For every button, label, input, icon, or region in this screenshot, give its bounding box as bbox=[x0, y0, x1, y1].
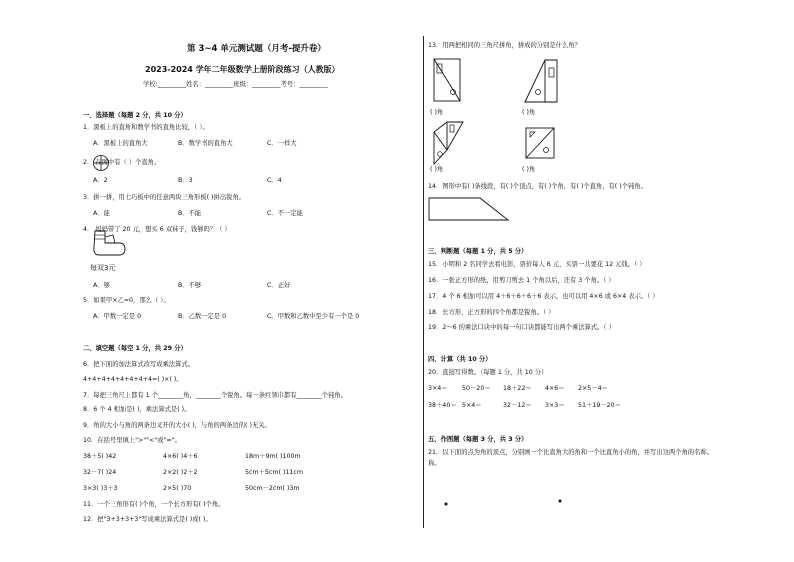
question-20: 20．直接写得数。（每题 1 分，共 10 分） bbox=[428, 369, 548, 376]
q4-price-caption: 每双3元 bbox=[90, 264, 116, 272]
question-18: 18．长方形、正方形的四个角都是锐角。（ ） bbox=[428, 309, 555, 316]
triangle-pair-figure-1 bbox=[433, 58, 463, 104]
section-draw-heading: 五、作图题（每题 3 分，共 3 分） bbox=[428, 436, 528, 443]
q1-option-a: A．黑板上的直角大 bbox=[93, 140, 148, 147]
q13-blank-3: ( )角 bbox=[430, 166, 444, 173]
calc-r1-c4: 4×6＝ bbox=[545, 385, 565, 392]
column-divider bbox=[423, 36, 424, 528]
question-12: 12．把"3+3+3+3"写成乘法算式是( )或( )。 bbox=[83, 516, 212, 523]
question-5: 5．如果甲×乙=0，那么（ ）。 bbox=[83, 297, 170, 304]
q3-option-c: C．不一定能 bbox=[267, 210, 303, 217]
q2-option-a: A．2 bbox=[93, 177, 108, 184]
question-17: 17．4 个 6 相加可以用 4＋6＋6＋6＋6 表示，也可以用 4×6 或 6×4 表示。（ ） bbox=[428, 293, 659, 300]
socks-icon bbox=[89, 229, 131, 263]
question-16: 16．一张正方形的纸，用剪刀剪去 1 个角以后，还有 3 个角。（ ） bbox=[428, 277, 615, 284]
section-judge-heading: 三、判断题（每题 1 分，共 5 分） bbox=[428, 248, 528, 255]
calc-r2-c4: 3×3＝ bbox=[545, 402, 565, 409]
q2-option-c: C．4 bbox=[267, 177, 282, 184]
triangle-pair-figure-3 bbox=[433, 120, 467, 166]
vertex-points bbox=[440, 496, 570, 510]
vertex-point-2 bbox=[559, 500, 562, 503]
q5-option-b: B．乙数一定是 0 bbox=[178, 313, 227, 320]
q5-option-a: A．甲数一定是 0 bbox=[93, 313, 142, 320]
q10-row3-col2: 2×5( )70 bbox=[163, 485, 192, 492]
question-21-cont: 称。 bbox=[428, 460, 441, 467]
q1-option-b: B．数学书的直角大 bbox=[178, 140, 233, 147]
question-1: 1．黑板上的直角和数学书的直角比较，（ ）。 bbox=[83, 124, 209, 131]
calc-r1-c1: 3×4＝ bbox=[428, 385, 448, 392]
circle-cross-figure bbox=[92, 154, 112, 172]
question-7: 7．每把三角尺上都有 1 个________角，________个锐角。每一条红领巾都有________个钝角。 bbox=[83, 392, 347, 399]
q4-option-a: A．够 bbox=[93, 282, 110, 289]
calc-r2-c1: 38＋40＝ bbox=[428, 402, 457, 409]
question-15: 15．小明和 2 名同学去看电影，票价每人 6 元，买票一共要花 12 元钱。（ ） bbox=[428, 261, 646, 268]
question-6: 6．把下面的加法算式改写成乘法算式。 bbox=[83, 361, 195, 368]
student-info-line: 学校:_________姓名：_________班级：_________考号：_________ bbox=[143, 81, 328, 88]
question-3: 3．拼一拼，用七巧板中的任意两块三角形板( )拼出锐角。 bbox=[83, 194, 246, 201]
triangle-pair-figure-2 bbox=[523, 58, 559, 104]
q6-expression: 4+4+4+4+4+4+4+4=( )×( )。 bbox=[83, 376, 183, 383]
question-19: 19．2～6 的乘法口诀中的每一句口诀都能写出两个乘法算式。（ ） bbox=[428, 324, 615, 331]
question-13: 13．用两把相同的三角尺拼角，拼成的分别是什么角？ bbox=[428, 42, 581, 49]
question-11: 11．一个三角形有( )个角，一个长方形有( )个角。 bbox=[83, 501, 225, 508]
question-4: 4． 妈妈带了 20 元，想买 6 双袜子，钱够吗？（ ） bbox=[83, 226, 231, 233]
section-fill-heading: 二、填空题（每空 1 分，共 29 分） bbox=[83, 345, 187, 352]
q10-row1-col2: 4×6( )4＋6 bbox=[163, 453, 198, 460]
q10-row2-col3: 5cm＋5cm( )11cm bbox=[245, 469, 304, 476]
triangle-pair-figure-4 bbox=[525, 127, 557, 161]
calc-r2-c3: 32－12＝ bbox=[503, 402, 532, 409]
trapezoid-figure bbox=[428, 196, 510, 222]
q13-blank-1: ( )角 bbox=[430, 109, 444, 116]
question-9: 9．角的大小与角的两条边叉开的大小( )，与角的两条边的( )无关。 bbox=[83, 422, 271, 429]
calc-r2-c2: 5×4＝ bbox=[462, 402, 482, 409]
question-10: 10．在括号里填上">""<"或"="。 bbox=[83, 437, 181, 444]
q10-row1-col1: 38＋5( )42 bbox=[83, 453, 117, 460]
vertex-point-1 bbox=[445, 503, 448, 506]
q13-blank-4: ( )角 bbox=[522, 166, 536, 173]
calc-r1-c2: 50－20＝ bbox=[462, 385, 491, 392]
calc-r1-c3: 18＋22＝ bbox=[503, 385, 532, 392]
section-choice-heading: 一、选择题（每题 2 分，共 10 分） bbox=[83, 112, 187, 119]
q3-option-b: B．不能 bbox=[178, 210, 202, 217]
q2-option-b: B．3 bbox=[178, 177, 193, 184]
question-2: 2． 在图中有（ ）个直角。 bbox=[83, 159, 161, 166]
q5-option-c: C．甲数和乙数中至少有一个是 0 bbox=[267, 313, 360, 320]
q10-row2-col2: 2×2( )2＋2 bbox=[163, 469, 198, 476]
question-14: 14．图形中有( )条线段，有( )个顶点，有( )个角，有( )个直角，有( )个钝角。 bbox=[428, 183, 647, 190]
q4-option-b: B．不够 bbox=[178, 282, 202, 289]
q13-blank-2: ( )角 bbox=[522, 109, 536, 116]
section-calc-heading: 四、计算（共 10 分） bbox=[428, 356, 492, 363]
q10-row3-col1: 3×3( )3＋3 bbox=[83, 485, 118, 492]
question-8: 8．6 个 4 相加是( )，乘法算式是( )。 bbox=[83, 406, 191, 413]
q3-option-a: A．能 bbox=[93, 210, 110, 217]
q4-option-c: C．正好 bbox=[267, 282, 291, 289]
question-21: 21．以下面的点为角的顶点，分别画一个比直角大的角和一个比直角小的角，并写出这两个角的名称。 bbox=[428, 449, 714, 456]
page-subtitle: 2023-2024 学年二年级数学上册阶段练习（人教版） bbox=[145, 65, 340, 74]
q10-row2-col1: 32－7( )24 bbox=[83, 469, 117, 476]
calc-r1-c5: 2×5－4＝ bbox=[578, 385, 608, 392]
q1-option-c: C．一样大 bbox=[267, 140, 297, 147]
q10-row3-col3: 50cm－2cm( )3m bbox=[245, 485, 300, 492]
page-title: 第 3~4 单元测试题（月考-提升卷） bbox=[187, 44, 326, 54]
q10-row1-col3: 18m＋9m( )100m bbox=[245, 453, 301, 460]
calc-r2-c5: 51＋19－20＝ bbox=[578, 402, 621, 409]
